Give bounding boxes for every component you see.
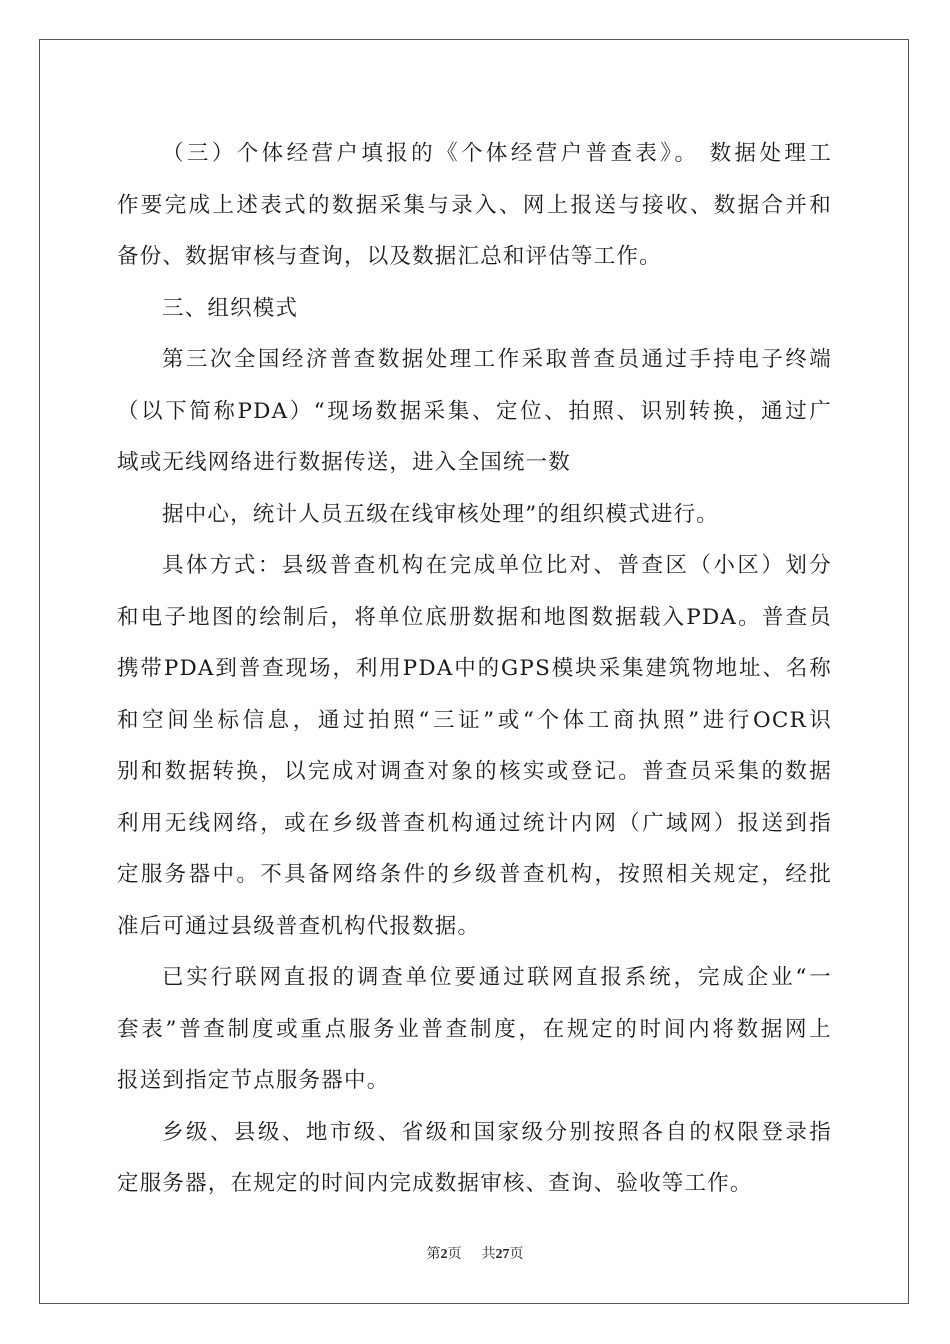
text-line: 定服务器，在规定的时间内完成数据审核、查询、验收等工作。 <box>117 1171 753 1196</box>
text-line: （以下简称PDA）“现场数据采集、定位、拍照、识别转换，通过广 <box>117 398 832 424</box>
text-line: （三）个体经营户填报的《个体经营户普查表》。 数据处理工 <box>162 141 832 166</box>
text-line: 套表”普查制度或重点服务业普查制度，在规定的时间内将数据网上 <box>117 1016 832 1042</box>
total-pages: 27 <box>495 1247 510 1262</box>
text-line: 已实行联网直报的调查单位要通过联网直报系统，完成企业“一 <box>162 965 832 990</box>
text-line: 据中心，统计人员五级在线审核处理”的组织模式进行。 <box>162 501 719 527</box>
text-line: 报送到指定节点服务器中。 <box>117 1068 390 1093</box>
text-line: 准后可通过县级普查机构代报数据。 <box>117 913 481 939</box>
text-line: 和空间坐标信息，通过拍照“三证”或“个体工商执照”进行OCR识 <box>117 707 832 733</box>
text-line: 第三次全国经济普查数据处理工作采取普查员通过手持电子终端 <box>162 347 832 372</box>
page-footer <box>0 1243 950 1263</box>
text-line: 利用无线网络，或在乡级普查机构通过统计内网（广域网）报送到指 <box>117 810 832 836</box>
text-line: 具体方式：县级普查机构在完成单位比对、普查区（小区）划分 <box>162 553 832 578</box>
total-prefix: 共 <box>481 1246 496 1262</box>
text-line: 域或无线网络进行数据传送，进入全国统一数 <box>117 450 572 475</box>
document-body <box>117 128 832 1210</box>
text-line: 备份、数据审核与查询，以及数据汇总和评估等工作。 <box>117 244 662 269</box>
page-suffix: 页 <box>447 1246 462 1262</box>
text-line: 和电子地图的绘制后，将单位底册数据和地图数据载入PDA。普查员 <box>117 604 832 630</box>
text-line: 作要完成上述表式的数据采集与录入、网上报送与接收、数据合并和 <box>117 192 832 218</box>
text-line: 携带PDA到普查现场，利用PDA中的GPS模块采集建筑物地址、名称 <box>117 656 832 681</box>
page-prefix: 第 <box>426 1246 441 1262</box>
text-line: 定服务器中。不具备网络条件的乡级普查机构，按照相关规定，经批 <box>117 862 832 887</box>
section-heading: 三、组织模式 <box>162 295 299 321</box>
total-suffix: 页 <box>509 1246 524 1262</box>
page-number: 2 <box>440 1247 448 1262</box>
text-line: 别和数据转换，以完成对调查对象的核实或登记。普查员采集的数据 <box>117 759 832 784</box>
text-line: 乡级、县级、地市级、省级和国家级分别按照各自的权限登录指 <box>162 1119 832 1145</box>
